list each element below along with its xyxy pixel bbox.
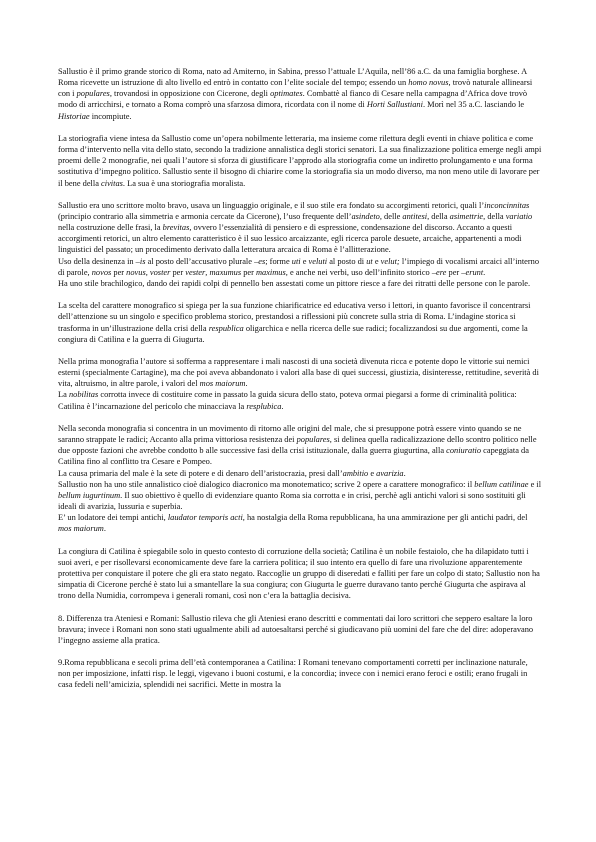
italic-term: populares	[76, 89, 110, 99]
text-run: e	[300, 256, 309, 266]
italic-term: antitesi	[402, 212, 428, 221]
paragraph-seconda-monografia	[58, 423, 542, 468]
text-run: . Combattè al fianco di Cesare nella campagna d’Africa dove trovò modo di arricchirsi, e tornato a Roma comprò una sfarzosa dimora, ricordata con il nome di	[58, 89, 528, 110]
text-run: La	[58, 390, 69, 400]
text-run: . Il suo obiettivo è quello di evidenziare quanto Roma sia corrotta e in crisi, perchè agli antichi valori si sono sostituiti gli ideali di avarizia, lussuria e superbia.	[58, 490, 526, 512]
italic-term: vester	[185, 267, 206, 277]
paragraph-storiografia	[58, 133, 542, 189]
italic-term: maximus	[255, 267, 286, 277]
text-run: e	[368, 468, 377, 478]
italic-term: inconcinnitas	[484, 200, 530, 210]
text-run: , si delinea quella radicalizzazione dello scontro politico nelle due opposte fazioni che avrebbe condotto b alle successive fasi della crisi istituzionale, dalla guerra giugurtina, alla	[58, 435, 537, 456]
italic-term: brevitas	[162, 223, 190, 233]
italic-term: asindeto	[351, 212, 380, 221]
text-run: incompiute.	[89, 111, 132, 121]
text-run: , trovandosi in opposizione con Cicerone, degli	[109, 89, 271, 99]
text-run: ,	[205, 267, 210, 277]
italic-term: civitas	[101, 178, 123, 188]
text-run: per	[111, 267, 127, 277]
italic-term: nobilitas	[68, 390, 99, 400]
text-run: 8. Differenza tra Ateniesi e Romani: Sallustio rileva che gli Ateniesi erano descritti e commentati dai loro scrittori che seppero esaltare la loro bravura; invece i Romani non sono stati ugualmente abili ad autoesaltarsi perché si giudicavano più uomini del fare che del dire: adoperavano l’ingegno assieme alla pratica.	[58, 613, 534, 645]
paragraph-stile-annalistico	[58, 479, 542, 512]
text-run: oligarchica e nella ricerca delle sue radici; focalizzandosi su due argomenti, come la congiura di Catilina e la guerra di Giugurta.	[58, 323, 528, 344]
text-run: , ovvero l’essenzialità di pensiero e di espressione, condensazione del discorso. Accanto a questi accorgimenti retorici, un altro elemento caratteristico è il suo lessico arcaizzante, egli ricerca parole desuete, arcaiche, appartenenti a modi linguistici del passato; un procedimento derivato dalla letteratura arcaica di Roma è l’allitterazione.	[58, 223, 522, 255]
italic-term: velut;	[380, 256, 400, 266]
italic-term: novus	[126, 267, 146, 277]
text-run: .	[245, 379, 248, 389]
text-run: , delle	[379, 212, 403, 221]
text-run: . La sua è una storiografia moralista.	[122, 178, 246, 188]
italic-term: respublica	[208, 323, 244, 333]
text-run: , della	[427, 212, 450, 221]
italic-term: optimates	[270, 89, 303, 99]
italic-term: bellum catilinae	[474, 479, 529, 489]
document-body	[58, 66, 542, 691]
text-run: per	[170, 267, 186, 277]
italic-term: mos maiorum	[199, 379, 246, 389]
italic-term: variatio	[505, 212, 533, 221]
paragraph-brachilogico	[58, 278, 542, 289]
text-run: .	[483, 267, 486, 277]
text-run: per –	[446, 267, 466, 277]
italic-term: asimettrie	[449, 212, 484, 221]
text-run: , trovò naturale allinearsi con i	[58, 78, 533, 99]
text-run: Nella seconda monografia si concentra in un movimento di ritorno alle origini del male, che si presuppone potrà essere vinto quando se ne saranno strappate le radici; Accanto alla prima vittoriosa resistenza dei	[58, 423, 522, 445]
italic-term: erunt	[465, 267, 484, 277]
text-run: Uso della desinenza in –	[58, 256, 140, 266]
text-run: (principio contrario alla simmetria e armonia cercate da Cicerone), l’uso frequente dell’	[58, 212, 352, 221]
italic-term: resplubica	[246, 401, 282, 411]
italic-term: maxumus	[209, 267, 242, 277]
text-run: La congiura di Catilina è spiegabile solo in questo contesto di corruzione della società; Catilina è un nobile festaiolo, che ha dilapidato tutti i suoi averi, e per risollevarsi economicamente deve fare la carriera politica; il suo intento era quello di fare una rivoluzione apparentemente protettiva per conquistare il potere che gli era stato negato. Raccoglie un gruppo di diseredati e falliti per fare un colpo di stato; Sallustio non ha simpatia di Cicerone perché è stato lui a smantellare la sua congiura; con Giugurta le guerre duravano tanto perché Giugurta che aspirava al trono della Numidia, corrompeva i generali romani, così non c’era la battaglia decisiva.	[58, 546, 540, 601]
text-run: nella costruzione delle frasi, la	[58, 223, 163, 233]
text-run: per	[241, 267, 256, 277]
italic-term: homo novus	[408, 78, 449, 88]
text-run: capeggiata da Catilina fino al conflitto tra Cesare e Pompeo.	[58, 446, 529, 467]
italic-term: veluti	[308, 256, 328, 266]
italic-term: voster	[149, 267, 171, 277]
italic-term: coniuratio	[446, 446, 482, 456]
text-run: al posto dell’accusativo plurale –	[145, 256, 259, 266]
italic-term: ambitio	[342, 468, 369, 478]
text-run: .	[103, 524, 106, 534]
italic-term: uti	[291, 256, 301, 266]
italic-term: is	[139, 256, 146, 266]
paragraph-causa-primaria	[58, 468, 542, 479]
text-run: 9.Roma repubblicana e secoli prima dell’età contemporanea a Catilina: I Romani tenevano comportamenti corretti per inclinazione naturale, non per imposizione, infatti risp. le leggi, vigevano i buoni costumi, e la concordia; invece con i nemici erano feroci e ostili; erano frugali in casa fedeli nell’amicizia, splendidi nei sacrifici. Mette in mostra la	[58, 658, 528, 690]
italic-term: ere	[436, 267, 447, 277]
text-run: , della	[483, 212, 506, 221]
text-run: La causa primaria del male è la sete di potere e di denaro dell’aristocrazia, presi dall’	[58, 468, 343, 478]
paragraph-desinenza	[58, 256, 542, 278]
text-run: La scelta del carattere monografico si spiega per la sua funzione chiarificatrice ed educativa verso i lettori, in quanto favorisce il concentrarsi dell’attenzione su un singolo e specifico problema storico, prestandosi a riflessioni più concrete sulla stria di Roma. L’indagine storica si trasforma in un’illustrazione della crisi della	[58, 301, 531, 333]
italic-term: Historiae	[58, 111, 90, 121]
text-run: Ha uno stile brachilogico, dando dei rapidi colpi di pennello ben assestati come un pittore riesce a fare dei ritratti delle persone con le parole.	[58, 278, 531, 288]
italic-term: bellum iugurtinum	[58, 490, 121, 500]
text-run: E’ un lodatore dei tempi antichi,	[58, 513, 168, 523]
text-run: ,	[145, 267, 150, 277]
paragraph-sallustio-biography	[58, 66, 542, 122]
text-run: Nella prima monografia l’autore si sofferma a rappresentare i mali nascosti di una società divenuta ricca e potente dopo le vittorie sui nemici esterni (specialmente Cartagine), ma che poi aveva abbandonato i valori alla base di quei successi, giustizia, disinteresse, rettitudine, severità di vita, altruismo, in altre parole, i valori del	[58, 357, 539, 389]
paragraph-carattere-monografico	[58, 300, 542, 345]
paragraph-congiura-catilina	[58, 546, 542, 602]
text-run: corrotta invece di costituire come in passato la guida sicura dello stato, poteva ormai piegarsi a forme di criminalità politica: Catilina è l’incarnazione del pericolo che minacciava la	[58, 390, 517, 411]
text-run: l’impiego di vocalismi arcaici all’interno di parole,	[58, 256, 540, 277]
text-run: , e anche nei verbi, uso dell’infinito storico –	[285, 267, 437, 277]
paragraph-ateniesi-romani	[58, 613, 542, 646]
text-run: La storiografia viene intesa da Sallustio come un’opera nobilmente letteraria, ma insieme come rilettura degli eventi in chiave politica e come forma d’intervento nella vita dello stato, secondo la tradizione annalistica degli storici senatori. La sua finalizzazione politica emerge negli ampi proemi delle 2 monografie, nei quali l’autore si sforza di giustificare l’approdo alla storiografia come un indiretto prolungamento e una forma sostitutiva d’impegno politico. Sallustio sente il bisogno di chiarire come la storiografia sia un modo diverso, ma non meno utile di lavorare per il bene della	[58, 133, 542, 188]
italic-term: es	[258, 256, 266, 266]
text-run: ; forme	[265, 256, 292, 266]
paragraph-prima-monografia	[58, 356, 542, 389]
text-run: Sallustio è il primo grande storico di Roma, nato ad Amiterno, in Sabina, presso l’attuale L’Aquila, nell’86 a.C. da una famiglia borghese. A Roma ricevette un istruzione di alto livello ed entrò in contatto con l’elite sociale del tempo; essendo un	[58, 67, 527, 88]
italic-term: novos	[91, 267, 112, 277]
italic-term: mos maiorum	[58, 524, 104, 534]
text-run: .	[403, 468, 406, 478]
text-run: Sallustio non ha uno stile annalistico cioè dialogico diacronico ma monotematico; scrive 2 opere a carattere monografico: il	[58, 479, 475, 489]
paragraph-stile	[58, 200, 542, 256]
text-run: Sallustio era uno scrittore molto bravo, usava un linguaggio originale, e il suo stile era fondato su accorgimenti retorici, quali l’	[58, 200, 485, 210]
text-run: e il	[528, 479, 542, 489]
italic-term: laudator temporis acti	[167, 513, 243, 523]
italic-term: populares	[296, 435, 330, 445]
italic-term: Horti Sallustiani	[366, 100, 423, 110]
text-run: , ha nostalgia della Roma repubblicana, ha una ammirazione per gli antichi padri, del	[242, 513, 528, 523]
paragraph-roma-repubblicana	[58, 657, 542, 690]
text-run: e	[372, 256, 381, 266]
italic-term: avarizia	[376, 468, 404, 478]
paragraph-nobilitas	[58, 389, 542, 411]
italic-term: ut	[366, 256, 373, 266]
text-run: . Morì nel 35 a.C. lasciando le	[422, 100, 525, 110]
text-run: al posto di	[327, 256, 367, 266]
paragraph-laudator	[58, 512, 542, 534]
text-run: .	[281, 401, 284, 411]
